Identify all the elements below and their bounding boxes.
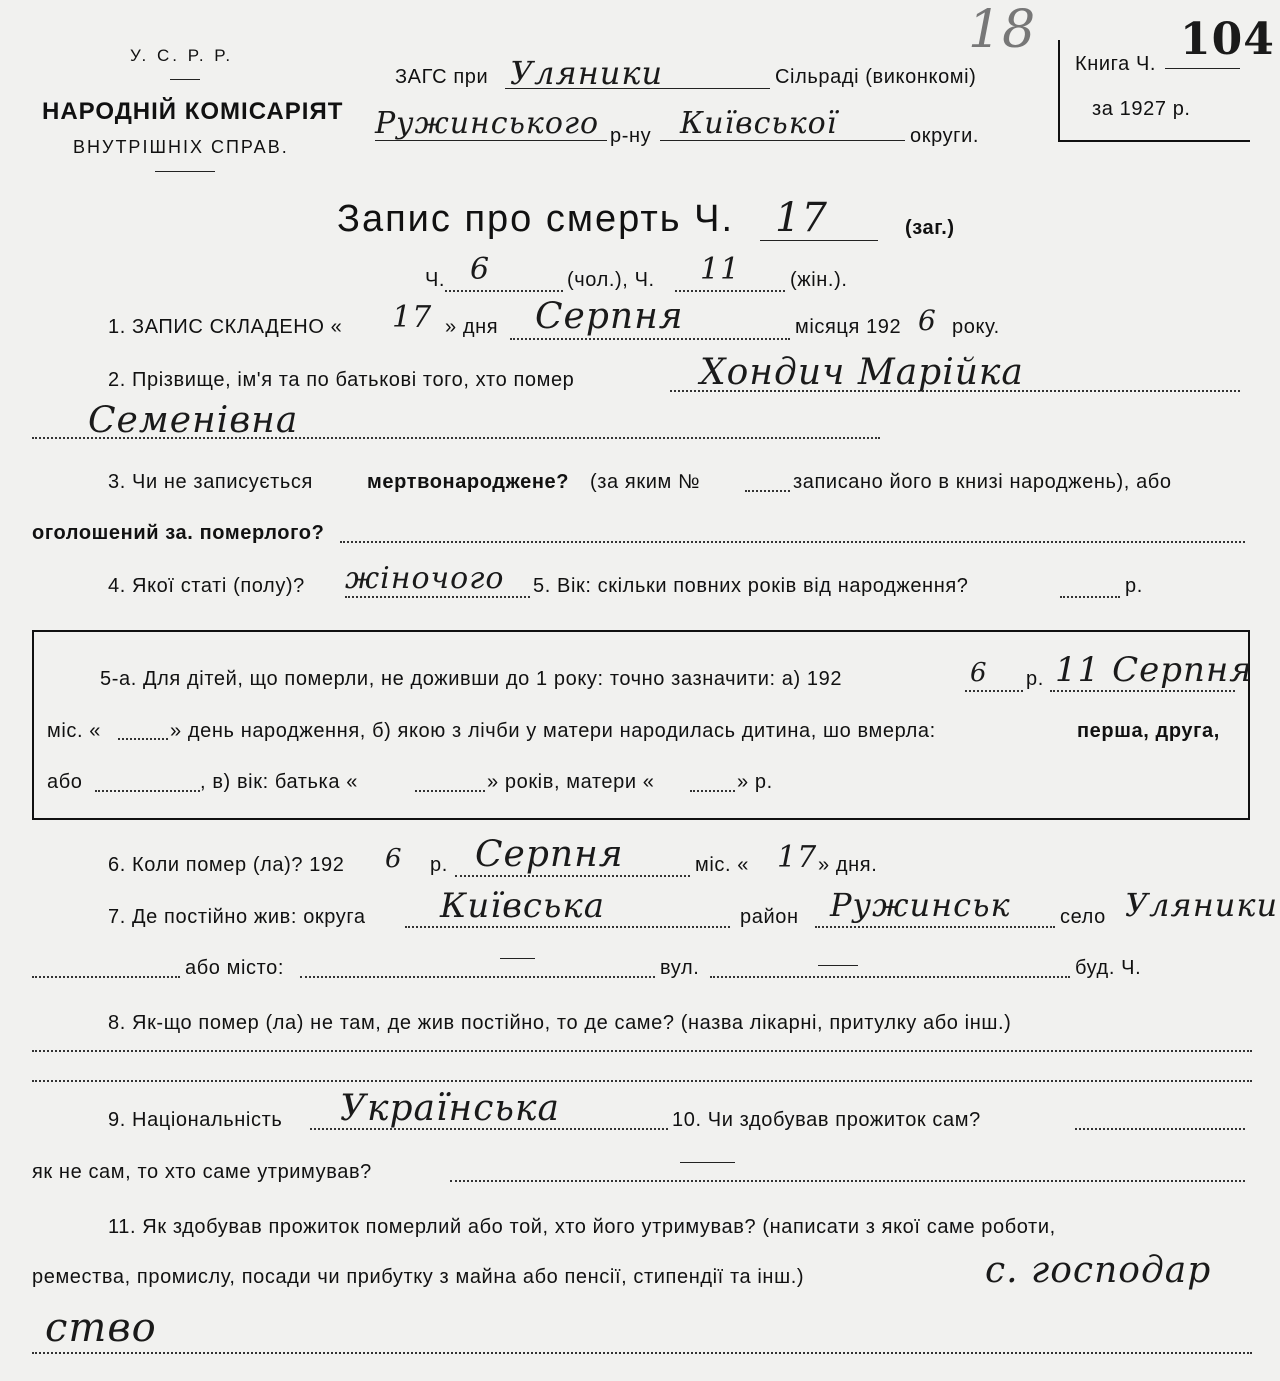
- dotted-line: [415, 790, 485, 792]
- street-label: вул.: [660, 957, 700, 979]
- field6-end: » дня.: [818, 854, 878, 876]
- dotted-line: [118, 738, 168, 740]
- dotted-line: [815, 926, 1055, 928]
- handwritten-sheet-number: 18: [968, 0, 1037, 60]
- dotted-line: [32, 1050, 1252, 1052]
- field6-label: 6. Коли помер (ла)? 192: [108, 854, 345, 876]
- selo-label: село: [1060, 906, 1106, 928]
- dotted-line: [310, 1128, 668, 1130]
- deceased-name: Хондич Марійка: [700, 352, 1024, 393]
- dotted-line: [670, 390, 1240, 392]
- field7-label: 7. Де постійно жив: округа: [108, 906, 366, 928]
- dotted-line: [32, 1352, 1252, 1354]
- death-month: Серпня: [475, 834, 624, 875]
- dash-mark: [818, 965, 858, 966]
- village-council-label: Сільраді (виконкомі): [775, 66, 977, 88]
- field5a-line3a: або: [47, 771, 83, 793]
- divider: [170, 79, 200, 80]
- record-year-digit: 6: [918, 304, 937, 337]
- dotted-line: [745, 490, 790, 492]
- declared-dead-label: оголошений за. померлого?: [32, 522, 325, 544]
- internal-affairs-header: ВНУТРІШНІХ СПРАВ.: [73, 137, 289, 157]
- field6-mis: міс. «: [695, 854, 750, 876]
- rayon-label: р-ну: [610, 125, 652, 147]
- field8-label: 8. Як-що помер (ла) не там, де жив постійно, то де саме? (назва лікарні, притулку або інш.): [108, 1012, 1012, 1034]
- dotted-line: [455, 875, 690, 877]
- dotted-line: [965, 690, 1023, 692]
- livelihood-value: с. господар: [985, 1250, 1212, 1291]
- residence-selo: Уляники: [1125, 886, 1279, 924]
- dotted-line: [405, 926, 730, 928]
- field3-label: 3. Чи не записується: [108, 471, 313, 493]
- record-title: Запис про смерть Ч.: [337, 198, 735, 240]
- village-council-value: Уляники: [510, 54, 664, 92]
- underline: [1165, 68, 1240, 69]
- field5-label: 5. Вік: скільки повних років від народження?: [533, 575, 969, 597]
- sex-value: жіночого: [345, 561, 505, 596]
- male-label: (чол.), Ч.: [567, 269, 655, 291]
- dotted-line: [95, 790, 200, 792]
- dotted-line: [32, 1080, 1252, 1082]
- field1-end2: року.: [952, 316, 1000, 338]
- field5a-line3b: , в) вік: батька «: [200, 771, 358, 793]
- field11-line2: ремества, промислу, посади чи прибутку з майна або пенсії, стипендії та інш.): [32, 1266, 805, 1288]
- nationality-value: Українська: [340, 1088, 560, 1129]
- birth-year-digit: 6: [970, 658, 988, 688]
- book-label: Книга Ч.: [1075, 53, 1157, 75]
- dash-mark: [500, 958, 535, 959]
- dotted-line: [1060, 596, 1120, 598]
- city-label: або місто:: [185, 957, 285, 979]
- underline: [760, 240, 878, 241]
- record-number: 17: [775, 195, 828, 241]
- ch-label: Ч.: [425, 269, 446, 291]
- rayon-value: Ружинського: [375, 106, 600, 141]
- field11-line1: 11. Як здобував прожиток померлий або той, хто його утримував? (написати з якої саме роботи,: [108, 1216, 1056, 1238]
- dotted-line: [675, 290, 785, 292]
- dotted-line: [1050, 690, 1235, 692]
- okruga-value: Київської: [680, 106, 838, 141]
- commissariat-header: НАРОДНІЙ КОМІСАРІЯТ: [42, 98, 344, 125]
- livelihood-value-cont: ство: [45, 1305, 157, 1351]
- underline: [375, 140, 607, 141]
- underline: [660, 140, 905, 141]
- book-year: за 1927 р.: [1092, 98, 1191, 120]
- dash-mark: [680, 1162, 735, 1163]
- building-label: буд. Ч.: [1075, 957, 1142, 979]
- field5a-line2a: міс. «: [47, 720, 102, 742]
- stillborn-label: мертвонароджене?: [367, 471, 570, 493]
- field1-label: 1. ЗАПИС СКЛАДЕНО «: [108, 316, 343, 338]
- field1-end: місяця 192: [795, 316, 902, 338]
- field5a-line1: 5-а. Для дітей, що померли, не доживши до 1 року: точно зазначити: а) 192: [100, 668, 843, 690]
- dotted-line: [340, 541, 1245, 543]
- field4-label: 4. Якої статі (полу)?: [108, 575, 305, 597]
- female-number: 11: [700, 252, 741, 287]
- dotted-line: [710, 976, 1070, 978]
- dotted-line: [450, 1180, 1245, 1182]
- dotted-line: [510, 338, 790, 340]
- record-day: 17: [392, 300, 433, 335]
- dotted-line: [300, 976, 655, 978]
- dotted-line: [345, 596, 530, 598]
- okruga-label: округи.: [910, 125, 979, 147]
- first-second-label: перша, друга,: [1077, 720, 1220, 742]
- field3-label-c: записано його в книзі народжень), або: [793, 471, 1172, 493]
- book-number: 104: [1180, 14, 1275, 65]
- dotted-line: [32, 437, 880, 439]
- male-number: 6: [470, 252, 491, 287]
- dotted-line: [445, 290, 563, 292]
- female-label: (жін.).: [790, 269, 848, 291]
- field5a-line3d: » р.: [737, 771, 773, 793]
- ussr-header: У. С. Р. Р.: [130, 46, 234, 65]
- age-unit: р.: [1125, 575, 1143, 597]
- residence-okruga: Київська: [440, 886, 606, 926]
- death-year-digit: 6: [385, 844, 403, 874]
- field2-label: 2. Прізвище, ім'я та по батькові того, хто помер: [108, 369, 575, 391]
- underline: [505, 88, 770, 89]
- field5a-r: р.: [1026, 668, 1044, 690]
- field6-r: р.: [430, 854, 448, 876]
- residence-rayon: Ружинськ: [830, 886, 1011, 924]
- dotted-line: [32, 976, 180, 978]
- field5a-line2b: » день народження, б) якою з лічби у матери народилась дитина, шо вмерла:: [170, 720, 936, 742]
- death-day: 17: [777, 840, 818, 875]
- dotted-line: [1075, 1128, 1245, 1130]
- field5a-line3c: » років, матери «: [487, 771, 655, 793]
- field3-label-b: (за яким №: [590, 471, 701, 493]
- field1-mid: » дня: [445, 316, 499, 338]
- deceased-patronymic: Семенівна: [88, 400, 299, 441]
- field10b-label: як не сам, то хто саме утримував?: [32, 1161, 372, 1183]
- rayon-label: район: [740, 906, 799, 928]
- birth-date: 11 Серпня: [1055, 650, 1253, 690]
- record-month: Серпня: [535, 296, 684, 337]
- divider: [155, 171, 215, 172]
- dotted-line: [690, 790, 735, 792]
- zags-label: ЗАГС при: [395, 66, 489, 88]
- field10-label: 10. Чи здобував прожиток сам?: [672, 1109, 981, 1131]
- field9-label: 9. Національність: [108, 1109, 283, 1131]
- zag-label: (заг.): [905, 217, 955, 239]
